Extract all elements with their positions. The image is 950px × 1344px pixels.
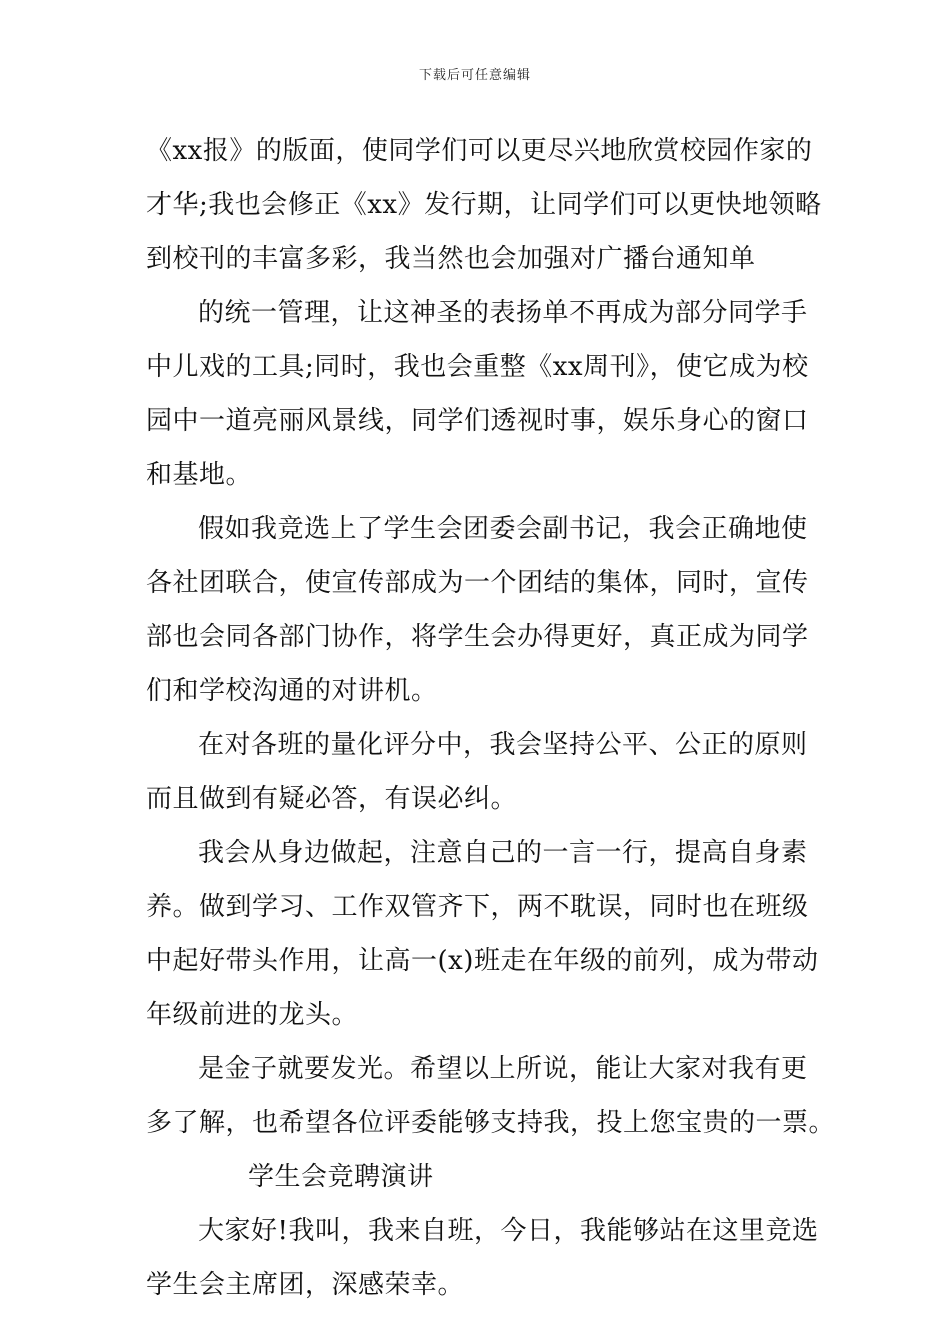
text-line: 到校刊的丰富多彩，我当然也会加强对广播台通知单 [146,244,756,274]
text-line: 养。做到学习、工作双管齐下，两不耽误，同时也在班级 [146,892,809,922]
section-heading: 学生会竞聘演讲 [248,1162,434,1192]
document-body [146,124,836,1312]
text-line: 和基地。 [146,460,253,490]
text-line: 中起好带头作用，让高一(x)班走在年级的前列，成为带动 [146,946,819,976]
text-line: 在对各班的量化评分中，我会坚持公平、公正的原则 [198,730,808,760]
text-line: 《xx报》的版面，使同学们可以更尽兴地欣赏校园作家的 [146,136,813,166]
text-line: 部也会同各部门协作，将学生会办得更好，真正成为同学 [146,622,809,652]
text-line: 大家好!我叫，我来自班，今日，我能够站在这里竞选 [198,1216,819,1246]
text-line: 们和学校沟通的对讲机。 [146,676,438,706]
text-line: 多了解，也希望各位评委能够支持我，投上您宝贵的一票。 [146,1108,836,1138]
text-line: 园中一道亮丽风景线，同学们透视时事，娱乐身心的窗口 [146,406,809,436]
text-line: 年级前进的龙头。 [146,1000,359,1030]
text-line: 是金子就要发光。希望以上所说，能让大家对我有更 [198,1054,808,1084]
text-line: 我会从身边做起，注意自己的一言一行，提高自身素 [198,838,808,868]
text-line: 才华;我也会修正《xx》发行期，让同学们可以更快地领略 [146,190,822,220]
page-header-note: 下载后可任意编辑 [418,68,531,83]
text-line: 假如我竞选上了学生会团委会副书记，我会正确地使 [198,514,808,544]
text-line: 学生会主席团，深感荣幸。 [146,1270,465,1300]
text-line: 而且做到有疑必答，有误必纠。 [146,784,518,814]
text-line: 的统一管理，让这神圣的表扬单不再成为部分同学手 [198,298,808,328]
text-line: 中儿戏的工具;同时，我也会重整《xx周刊》，使它成为校 [146,352,809,382]
text-line: 各社团联合，使宣传部成为一个团结的集体，同时，宣传 [146,568,809,598]
